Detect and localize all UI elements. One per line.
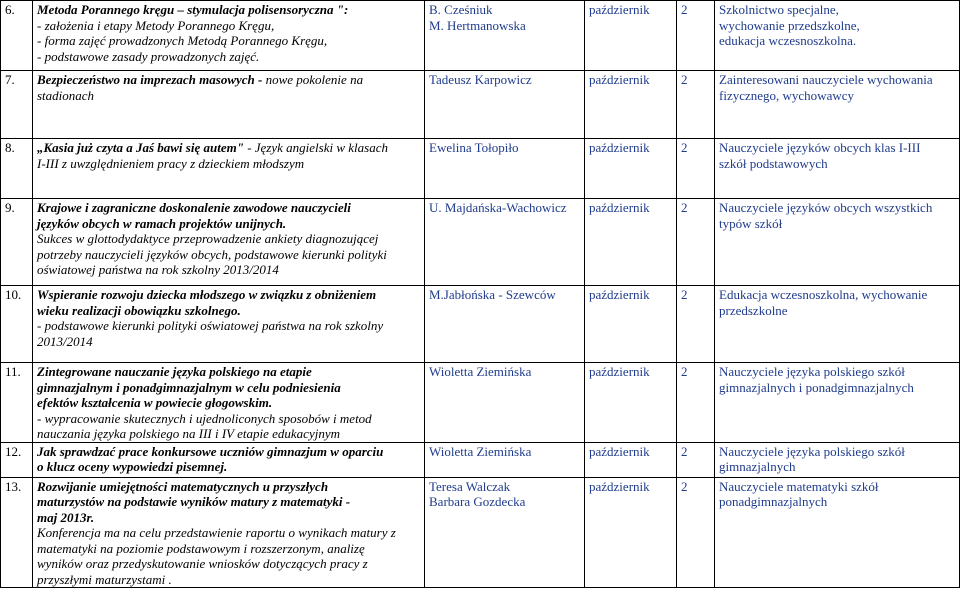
topic-line [37,231,420,247]
topic-title-text: Krajowe i zagraniczne doskonalenie zawodowe nauczycieli [37,200,351,215]
topic-description-text: wyników oraz przedyskutowanie wniosków dotyczących pracy z [37,556,368,571]
hours-cell: 2 [677,363,715,443]
audience-line: Szkolnictwo specjalne, [719,2,839,17]
audience-line: fizycznego, wychowawcy [719,87,854,103]
table-row [1,477,960,588]
audience-line: Edukacja wczesnoszkolna, wychowanie [719,287,928,302]
audience-line: gimnazjalnych i ponadgimnazjalnych [719,379,914,395]
topic-line [37,287,420,303]
row-number: 7. [1,71,33,139]
topic-line [37,72,420,88]
topic-line [37,334,420,350]
topic-line [37,49,420,65]
leader-name: Ewelina Tołopiło [429,140,519,155]
audience-line: szkół podstawowych [719,155,828,171]
topic-line [37,200,420,216]
hours-cell: 2 [677,71,715,139]
audience-cell [715,286,960,363]
topic-description-text: nauczania języka polskiego na III i IV etapie edukacyjnym [37,426,340,441]
topic-description-text: - podstawowe kierunki polityki oświatowej państwa na rok szkolny [37,318,384,333]
leader-cell [425,477,585,588]
leader-name: M. Hertmanowska [429,17,526,33]
table-row [1,139,960,199]
topic-title-text: „Kasia już czyta a Jaś bawi się autem" [37,140,244,155]
row-number: 11. [1,363,33,443]
topic-cell [33,286,425,363]
month-cell: październik [585,363,677,443]
month-cell: październik [585,199,677,286]
topic-line [37,541,420,557]
topic-title-text: Metoda Porannego kręgu – stymulacja polisensoryczna ": [37,2,349,17]
audience-cell [715,1,960,71]
topic-title-text: Jak sprawdzać prace konkursowe uczniów gimnazjum w oparciu [37,443,384,459]
topic-line [37,444,420,460]
topic-line [37,216,420,232]
topic-title-text: maj 2013r. [37,509,95,525]
leader-name: Teresa Walczak [429,478,511,494]
month-cell: październik [585,139,677,199]
audience-line: Nauczyciele języka polskiego szkół [719,364,905,379]
hours-cell: 2 [677,442,715,477]
topic-line [37,303,420,319]
leader-cell [425,199,585,286]
topic-cell [33,71,425,139]
topic-line [37,426,420,442]
leader-cell [425,442,585,477]
topic-description-text: - wypracowanie skutecznych i ujednoliconych sposobów i metod [37,410,372,426]
audience-cell [715,442,960,477]
table-row [1,442,960,477]
audience-line: przedszkolne [719,302,788,318]
topic-cell [33,363,425,443]
row-number: 13. [1,477,33,588]
topic-description-text: - Język angielski w klasach [243,140,388,155]
topic-description-text: I-III z uwzględnieniem pracy z dzieckiem młodszym [37,155,305,171]
leader-name: U. Majdańska-Wachowicz [429,200,567,215]
topic-line [37,156,420,172]
table-body [1,1,960,588]
topic-cell [33,139,425,199]
topic-cell [33,1,425,71]
topic-line [37,2,420,18]
topic-description-text: Konferencja ma na celu przedstawienie raportu o wynikach matury z [37,525,396,540]
audience-cell [715,71,960,139]
topic-title-text: Zintegrowane nauczanie języka polskiego na etapie [37,364,312,379]
topic-title-text: gimnazjalnym i ponadgimnazjalnym w celu podniesienia [37,379,341,395]
hours-cell: 2 [677,199,715,286]
leader-name: Barbara Gozdecka [429,494,526,509]
topic-line [37,262,420,278]
topic-line [37,318,420,334]
row-number: 10. [1,286,33,363]
leader-cell [425,139,585,199]
topic-description-text: Sukces w glottodydaktyce przeprowadzenie ankiety diagnozującej [37,231,379,246]
leader-name: M.Jabłońska - Szewców [429,287,556,302]
hours-cell: 2 [677,139,715,199]
topic-line [37,380,420,396]
audience-line: wychowanie przedszkolne, [719,17,860,33]
audience-line: edukacja wczesnoszkolna. [719,33,857,48]
topic-cell [33,477,425,588]
month-cell: październik [585,71,677,139]
table-row [1,71,960,139]
topic-title-text: Rozwijanie umiejętności matematycznych u przyszłych [37,478,329,494]
topic-line [37,18,420,34]
topic-description-text: - podstawowe zasady prowadzonych zajęć. [37,48,260,64]
leader-cell [425,71,585,139]
topic-line [37,572,420,588]
topic-line [37,140,420,156]
audience-line: Nauczyciele języków obcych wszystkich [719,200,933,215]
table-row [1,363,960,443]
topic-cell [33,199,425,286]
audience-line: Nauczyciele języka polskiego szkół [719,443,905,459]
audience-line: typów szkół [719,215,783,231]
leader-name: Tadeusz Karpowicz [429,72,532,87]
topic-line [37,556,420,572]
month-cell: październik [585,286,677,363]
leader-cell [425,286,585,363]
audience-cell [715,363,960,443]
leader-name: Wioletta Ziemińska [429,443,532,459]
topic-line [37,88,420,104]
topic-title-text: języków obcych w ramach projektów unijnych. [37,215,287,231]
topic-description-text: oświatowej państwa na rok szkolny 2013/2014 [37,262,279,277]
topic-title-text: maturzystów na podstawie wyników matury z matematyki - [37,494,351,509]
topic-line [37,33,420,49]
topic-line [37,525,420,541]
hours-cell: 2 [677,286,715,363]
audience-cell [715,139,960,199]
topic-cell [33,442,425,477]
topic-description-text: matematyki na poziomie podstawowym i rozszerzonym, analizę [37,540,365,556]
topic-line [37,510,420,526]
month-cell: październik [585,1,677,71]
leader-name: Wioletta Ziemińska [429,364,532,379]
topic-line [37,364,420,380]
leader-cell [425,363,585,443]
topic-title-text: Bezpieczeństwo na imprezach masowych - [37,72,263,87]
topic-description-text: potrzeby nauczycieli języków obcych, podstawowe kierunki polityki [37,246,387,262]
topic-description-text: przyszłymi maturzystami . [37,571,172,587]
table-row [1,286,960,363]
topic-title-text: efektów kształcenia w powiecie głogowskim. [37,395,273,410]
topic-description-text: 2013/2014 [37,333,93,349]
month-cell: październik [585,477,677,588]
audience-line: Nauczyciele matematyki szkół [719,478,879,494]
month-cell: październik [585,442,677,477]
topic-title-text: wieku realizacji obowiązku szkolnego. [37,302,241,318]
audience-cell [715,199,960,286]
table-row [1,1,960,71]
topic-description-text: nowe pokolenie na [262,72,364,87]
topic-description-text: stadionach [37,87,95,103]
row-number: 8. [1,139,33,199]
audience-line: ponadgimnazjalnych [719,494,828,509]
topic-line [37,459,420,475]
topic-title-text: o klucz oceny wypowiedzi pisemnej. [37,459,228,474]
audience-cell [715,477,960,588]
topic-description-text: - forma zajęć prowadzonych Metodą Porannego Kręgu, [37,33,328,48]
hours-cell: 2 [677,477,715,588]
audience-line: Nauczyciele języków obcych klas I-III [719,140,921,155]
topic-line [37,395,420,411]
audience-line: gimnazjalnych [719,459,796,474]
topic-line [37,494,420,510]
topic-description-text: - założenia i etapy Metody Porannego Kręgu, [37,17,275,33]
topic-line [37,247,420,263]
topic-line [37,479,420,495]
table-row [1,199,960,286]
row-number: 6. [1,1,33,71]
hours-cell: 2 [677,1,715,71]
leader-name: B. Cześniuk [429,2,493,17]
row-number: 12. [1,442,33,477]
leader-cell [425,1,585,71]
row-number: 9. [1,199,33,286]
audience-line: Zainteresowani nauczyciele wychowania [719,72,933,87]
topic-title-text: Wspieranie rozwoju dziecka młodszego w związku z obniżeniem [37,287,377,302]
topic-line [37,411,420,427]
